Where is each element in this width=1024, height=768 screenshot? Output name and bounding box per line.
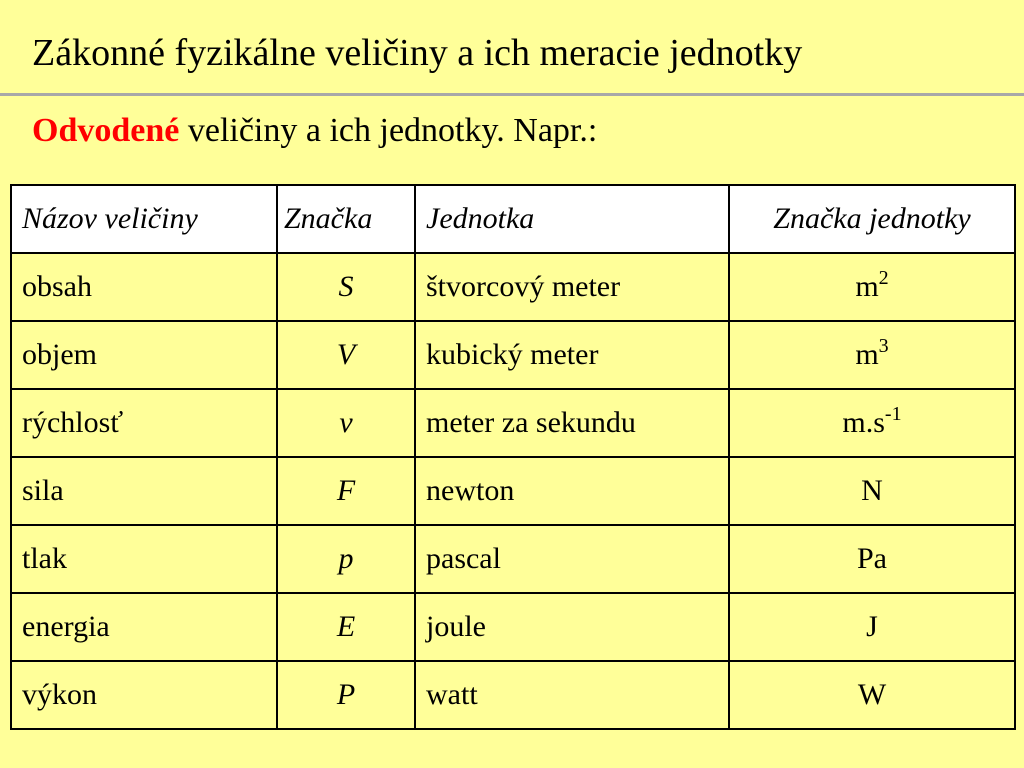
unit-symbol: [729, 389, 1015, 457]
quantity-name: rýchlosť: [11, 389, 277, 457]
unit-name: meter za sekundu: [415, 389, 729, 457]
unit-symbol-exponent: 2: [878, 267, 889, 289]
unit-symbol: [729, 253, 1015, 321]
unit-symbol-exponent: -1: [884, 403, 902, 425]
subtitle: [32, 114, 597, 148]
unit-symbol-base: N: [861, 474, 883, 507]
table-row: [11, 457, 1015, 525]
unit-symbol-base: m: [855, 270, 879, 303]
units-table: [10, 184, 1016, 730]
unit-symbol-base: m.s: [842, 406, 885, 439]
unit-symbol-base: m: [855, 338, 879, 371]
table-row: [11, 661, 1015, 729]
unit-name: kubický meter: [415, 321, 729, 389]
subtitle-accent: Odvodené: [32, 112, 180, 149]
slide-title: Zákonné fyzikálne veličiny a ich meracie jednotky: [32, 32, 803, 74]
table-row: [11, 321, 1015, 389]
unit-symbol: [729, 661, 1015, 729]
unit-symbol-base: J: [866, 610, 878, 643]
unit-symbol-base: W: [857, 678, 887, 711]
quantity-symbol: F: [277, 457, 415, 525]
quantity-symbol: E: [277, 593, 415, 661]
unit-name: štvorcový meter: [415, 253, 729, 321]
unit-symbol-base: Pa: [857, 542, 887, 575]
table-header-row: [11, 185, 1015, 253]
unit-name: watt: [415, 661, 729, 729]
table-row: [11, 525, 1015, 593]
quantity-symbol: v: [277, 389, 415, 457]
unit-symbol: [729, 321, 1015, 389]
quantity-name: výkon: [11, 661, 277, 729]
header-unit-symbol: Značka jednotky: [729, 185, 1015, 253]
unit-name: joule: [415, 593, 729, 661]
header-symbol: Značka: [277, 185, 415, 253]
subtitle-text: veličiny a ich jednotky. Napr.:: [179, 112, 598, 149]
unit-symbol: [729, 593, 1015, 661]
quantity-name: sila: [11, 457, 277, 525]
unit-symbol: [729, 457, 1015, 525]
quantity-symbol: V: [277, 321, 415, 389]
quantity-name: objem: [11, 321, 277, 389]
quantity-name: tlak: [11, 525, 277, 593]
unit-symbol-exponent: 3: [878, 335, 889, 357]
table-row: [11, 593, 1015, 661]
unit-symbol: [729, 525, 1015, 593]
unit-name: newton: [415, 457, 729, 525]
quantity-name: obsah: [11, 253, 277, 321]
table-row: [11, 389, 1015, 457]
header-quantity-name: Názov veličiny: [11, 185, 277, 253]
quantity-symbol: P: [277, 661, 415, 729]
table-row: [11, 253, 1015, 321]
quantity-name: energia: [11, 593, 277, 661]
quantity-symbol: p: [277, 525, 415, 593]
header-unit: Jednotka: [415, 185, 729, 253]
quantity-symbol: S: [277, 253, 415, 321]
title-divider: [0, 93, 1024, 96]
unit-name: pascal: [415, 525, 729, 593]
